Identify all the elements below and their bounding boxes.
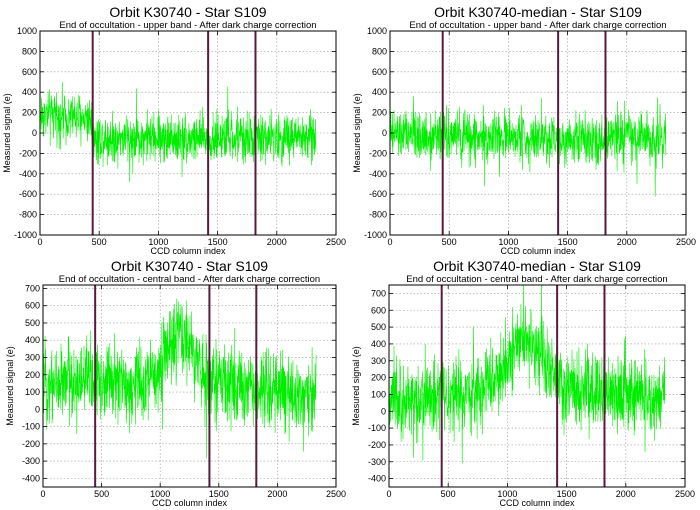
y-tick-label: -600 [18, 189, 37, 200]
x-tick-label: 2500 [325, 237, 347, 247]
x-tick-label: 1500 [207, 237, 228, 247]
y-tick-label: -200 [18, 148, 37, 159]
chart-subtitle: End of occultation - upper band - After dark charge correction [59, 20, 317, 31]
x-tick-label: 1500 [556, 489, 577, 499]
y-tick-label: -800 [368, 209, 387, 220]
x-tick-label: 500 [440, 489, 456, 499]
y-tick-label: -400 [367, 473, 386, 484]
x-axis-label: CCD column index [500, 246, 576, 256]
x-tick-label: 2000 [267, 489, 288, 499]
x-tick-label: 1500 [208, 489, 229, 499]
y-tick-label: -200 [367, 439, 386, 450]
y-tick-label: 200 [24, 369, 40, 380]
y-tick-label: -100 [21, 421, 40, 432]
y-tick-label: 400 [24, 335, 40, 346]
chart-subtitle: End of occultation - central band - After dark charge correction [406, 274, 668, 285]
x-tick-label: 500 [91, 237, 107, 247]
y-tick-label: -400 [21, 473, 40, 484]
y-tick-label: -200 [21, 438, 40, 449]
x-axis-label: CCD column index [150, 246, 226, 256]
y-tick-label: 800 [21, 46, 37, 57]
y-tick-label: -100 [367, 423, 386, 434]
y-tick-label: 100 [24, 387, 40, 398]
chart-title: Orbit K30740-median - Star S109 [434, 4, 642, 20]
chart-panel-2 [352, 4, 696, 256]
y-tick-label: -800 [18, 209, 37, 220]
chart-subtitle: End of occultation - central band - After dark charge correction [58, 274, 321, 285]
x-tick-label: 1000 [150, 489, 171, 499]
x-tick-label: 0 [386, 489, 392, 499]
x-tick-label: 1000 [497, 489, 518, 499]
x-tick-label: 0 [40, 489, 46, 499]
y-axis-label: Measured signal (e) [352, 93, 362, 173]
y-tick-label: 600 [21, 66, 37, 77]
y-tick-label: 0 [381, 128, 387, 138]
y-axis-label: Measured signal (e) [5, 346, 15, 426]
y-tick-label: 0 [380, 406, 386, 417]
y-tick-label: 200 [21, 107, 37, 118]
x-tick-label: 1000 [498, 237, 519, 247]
y-tick-label: 400 [371, 87, 387, 98]
y-tick-label: 400 [370, 338, 386, 349]
y-tick-label: 500 [370, 322, 386, 333]
y-tick-label: -1000 [363, 230, 387, 240]
y-axis-label: Measured signal (e) [2, 93, 12, 173]
y-tick-label: 200 [370, 372, 386, 383]
y-tick-label: -1000 [13, 230, 37, 240]
y-tick-label: 600 [371, 66, 387, 77]
x-tick-label: 0 [37, 237, 43, 247]
x-tick-label: 500 [441, 237, 457, 247]
y-tick-label: 200 [371, 107, 387, 118]
y-tick-label: 400 [21, 87, 37, 98]
y-tick-label: 700 [24, 283, 40, 294]
chart-panel-1 [2, 4, 346, 256]
y-tick-label: 600 [370, 305, 386, 316]
x-tick-label: 2000 [266, 237, 287, 247]
x-tick-label: 1000 [148, 237, 169, 247]
y-tick-label: 800 [371, 46, 387, 57]
y-tick-label: -300 [21, 456, 40, 467]
chart-title: Orbit K30740 - Star S109 [109, 4, 267, 20]
chart-subtitle: End of occultation - upper band - After dark charge correction [409, 20, 667, 31]
x-tick-label: 2500 [325, 489, 347, 499]
x-tick-label: 500 [94, 489, 110, 499]
x-tick-label: 2000 [615, 489, 636, 499]
x-axis-label: CCD column index [151, 498, 228, 508]
x-tick-label: 2000 [616, 237, 637, 247]
y-tick-label: 0 [34, 404, 40, 415]
y-tick-label: -600 [368, 189, 387, 200]
y-tick-label: 500 [24, 317, 40, 328]
x-tick-label: 0 [387, 237, 393, 247]
x-axis-label: CCD column index [499, 498, 575, 508]
y-tick-label: 300 [24, 352, 40, 363]
chart-title: Orbit K30740-median - Star S109 [433, 258, 641, 274]
y-tick-label: -400 [18, 168, 37, 179]
x-tick-label: 2500 [675, 237, 697, 247]
y-tick-label: 700 [370, 288, 386, 299]
chart-panel-4 [351, 258, 695, 508]
y-tick-label: 600 [24, 300, 40, 311]
y-tick-label: 0 [31, 128, 37, 138]
y-tick-label: 300 [370, 355, 386, 366]
y-axis-label: Measured signal (e) [351, 346, 361, 426]
x-tick-label: 2500 [674, 489, 696, 499]
y-tick-label: 1000 [366, 26, 387, 36]
y-tick-label: -200 [368, 148, 387, 159]
chart-title: Orbit K30740 - Star S109 [110, 258, 269, 274]
x-tick-label: 1500 [557, 237, 578, 247]
y-tick-label: 1000 [16, 26, 37, 36]
y-tick-label: 100 [370, 389, 386, 400]
y-tick-label: -300 [367, 456, 386, 467]
y-tick-label: -400 [368, 168, 387, 179]
chart-panel-3 [5, 258, 346, 508]
